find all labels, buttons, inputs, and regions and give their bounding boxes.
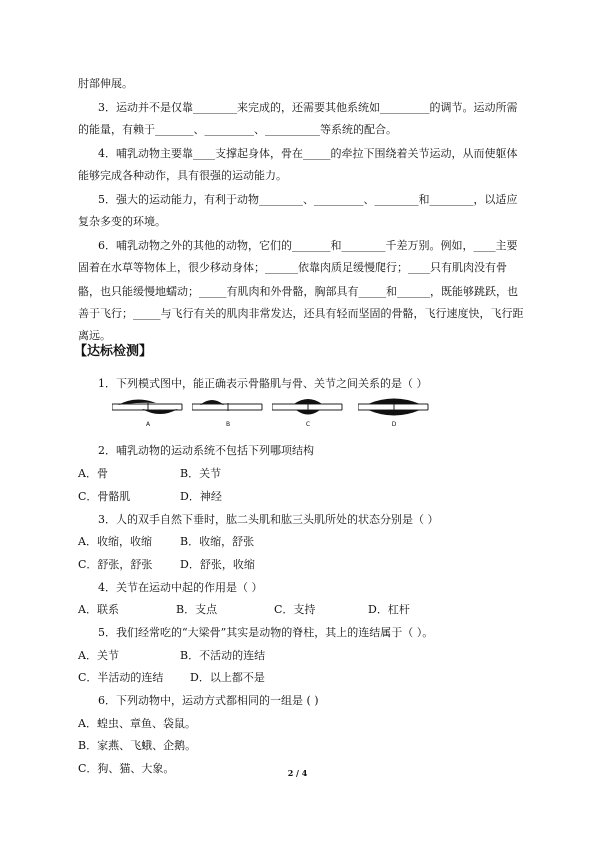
figure-d-label: D xyxy=(391,421,397,428)
text-line-7: 复杂多变的环境。 xyxy=(78,215,166,228)
figure-d xyxy=(358,393,430,433)
q6-option-b: B．家燕、飞蛾、企鹅。 xyxy=(78,739,197,752)
text-line-9: 固着在水草等物体上，很少移动身体；______依靠肉质足缓慢爬行；____只有肌肉没有骨 xyxy=(78,261,507,274)
q6-stem: 6．下列动物中，运动方式都相同的一组是 ( ) xyxy=(98,694,319,707)
q3-option-b: B．收缩，舒张 xyxy=(180,535,255,548)
q2-option-b: B．关节 xyxy=(180,467,222,480)
q4-stem: 4．关节在运动中起的作用是（ ） xyxy=(98,581,263,594)
figure-a-label: A xyxy=(145,421,151,428)
muscle-bone-figures xyxy=(112,393,442,433)
q5-option-b: B．不活动的连结 xyxy=(180,649,266,662)
q4-option-d: D．杠杆 xyxy=(368,603,410,616)
q2-option-d: D．神经 xyxy=(180,490,222,503)
figure-d-drawing xyxy=(358,393,430,421)
q2-option-a: A．骨 xyxy=(78,467,108,480)
section-heading: 【达标检测】 xyxy=(74,344,153,359)
q5-option-d: D．以上都不是 xyxy=(190,671,265,684)
figure-c-label: C xyxy=(305,421,311,428)
q4-option-c: C．支持 xyxy=(274,603,316,616)
q5-option-a: A．关节 xyxy=(78,649,119,662)
text-line-3: 的能量，有赖于_______、_________、__________等系统的配合。 xyxy=(78,123,397,136)
q4-option-a: A．联系 xyxy=(78,603,119,616)
text-line-8: 6．哺乳动物之外的其他的动物，它们的_______和________千差万别。例如，____主要 xyxy=(98,239,518,252)
figure-c xyxy=(272,393,344,433)
q2-option-c: C．骨骼肌 xyxy=(78,490,131,503)
text-line-2: 3．运动并不是仅靠________来完成的，还需要其他系统如_________的调节。运动所需 xyxy=(98,101,518,114)
figure-a xyxy=(112,393,184,433)
figure-a-drawing xyxy=(112,393,184,421)
q2-stem: 2．哺乳动物的运动系统不包括下列哪项结构 xyxy=(98,444,314,457)
q5-stem: 5．我们经常吃的“大梁骨”其实是动物的脊柱，其上的连结属于（ ）。 xyxy=(98,626,434,639)
q1-stem: 1．下列模式图中，能正确表示骨骼肌与骨、关节之间关系的是（ ） xyxy=(98,377,428,390)
q4-option-b: B．支点 xyxy=(176,603,218,616)
text-line-11: 善于飞行；_____与飞行有关的肌肉非常发达，还具有轻而坚固的骨骼，飞行速度快，飞行距 xyxy=(78,307,524,320)
figure-c-drawing xyxy=(272,393,344,421)
q3-option-d: D．舒张，收缩 xyxy=(180,558,255,571)
text-line-1: 肘部伸展。 xyxy=(78,77,133,90)
q5-option-c: C．半活动的连结 xyxy=(78,671,164,684)
figure-b-label: B xyxy=(225,421,231,428)
q3-stem: 3．人的双手自然下垂时，肱二头肌和肱三头肌所处的状态分别是（ ） xyxy=(98,513,439,526)
page-number: 2 / 4 xyxy=(287,768,308,778)
text-line-6: 5．强大的运动能力，有利于动物________、_________、________和________，以适应 xyxy=(98,193,518,206)
q3-option-c: C．舒张，舒张 xyxy=(78,558,153,571)
text-line-12: 离远。 xyxy=(78,329,111,342)
text-line-4: 4．哺乳动物主要靠____支撑起身体，骨在_____的牵拉下围绕着关节运动，从而使躯体 xyxy=(98,147,518,160)
q6-option-c: C．狗、猫、大象。 xyxy=(78,762,175,775)
q6-option-a: A．蝗虫、章鱼、袋鼠。 xyxy=(78,717,196,730)
q3-option-a: A．收缩，收缩 xyxy=(78,535,152,548)
figure-b xyxy=(192,393,264,433)
text-line-10: 骼，也只能缓慢地蠕动；_____有肌肉和外骨骼，胸部具有_____和______，既能够跳跃，也 xyxy=(78,285,518,298)
text-line-5: 能够完成各种动作，具有很强的运动能力。 xyxy=(78,169,287,182)
figure-b-drawing xyxy=(192,393,264,421)
